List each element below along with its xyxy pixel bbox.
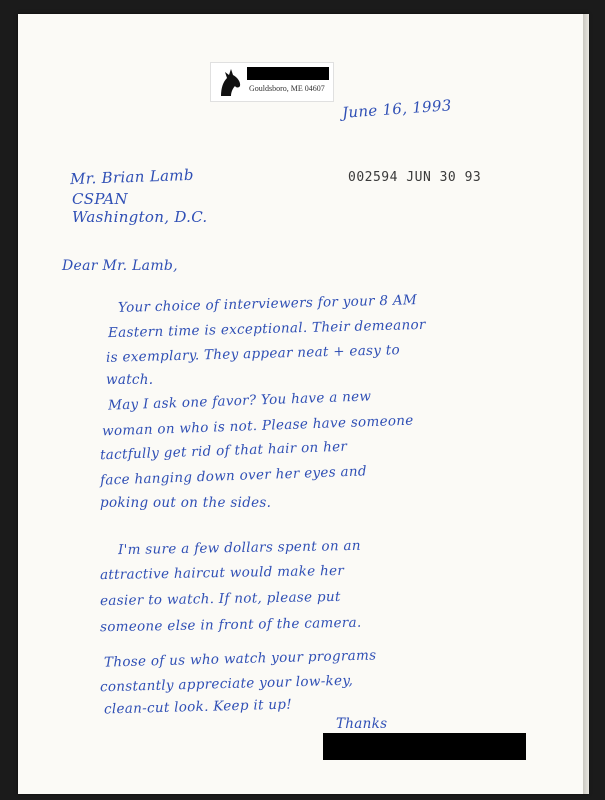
body-line: attractive haircut would make her bbox=[99, 562, 345, 584]
page-edge bbox=[583, 14, 589, 794]
recipient-org: CSPAN bbox=[72, 190, 128, 208]
body-line: watch. bbox=[106, 372, 154, 388]
body-line: Eastern time is exceptional. Their demeanor bbox=[107, 316, 426, 342]
body-line: easier to watch. If not, please put bbox=[99, 588, 341, 610]
closing: Thanks bbox=[336, 716, 388, 732]
body-line: someone else in front of the camera. bbox=[99, 614, 362, 636]
redacted-name bbox=[247, 67, 329, 80]
salutation: Dear Mr. Lamb, bbox=[62, 258, 178, 274]
received-stamp: 002594 JUN 30 93 bbox=[348, 170, 482, 185]
horse-head-icon bbox=[215, 66, 243, 98]
body-line: face hanging down over her eyes and bbox=[99, 463, 368, 489]
recipient-city: Washington, D.C. bbox=[72, 208, 208, 226]
body-line: is exemplary. They appear neat + easy to bbox=[105, 342, 401, 366]
recipient-name: Mr. Brian Lamb bbox=[69, 165, 194, 189]
redacted-signature bbox=[323, 733, 526, 760]
body-line: Your choice of interviewers for your 8 AM bbox=[117, 292, 418, 316]
body-line: clean-cut look. Keep it up! bbox=[103, 696, 293, 718]
body-line: constantly appreciate your low-key, bbox=[99, 672, 354, 696]
body-line: woman on who is not. Please have someone bbox=[101, 412, 414, 440]
letter-date: June 16, 1993 bbox=[341, 96, 453, 122]
letterhead-location: Gouldsboro, ME 04607 bbox=[249, 84, 325, 93]
return-address-label bbox=[210, 62, 334, 102]
body-line: May I ask one favor? You have a new bbox=[107, 388, 372, 414]
body-line: poking out on the sides. bbox=[100, 495, 272, 511]
body-line: I'm sure a few dollars spent on an bbox=[117, 537, 361, 559]
body-line: Those of us who watch your programs bbox=[103, 647, 377, 671]
body-line: tactfully get rid of that hair on her bbox=[99, 438, 348, 464]
